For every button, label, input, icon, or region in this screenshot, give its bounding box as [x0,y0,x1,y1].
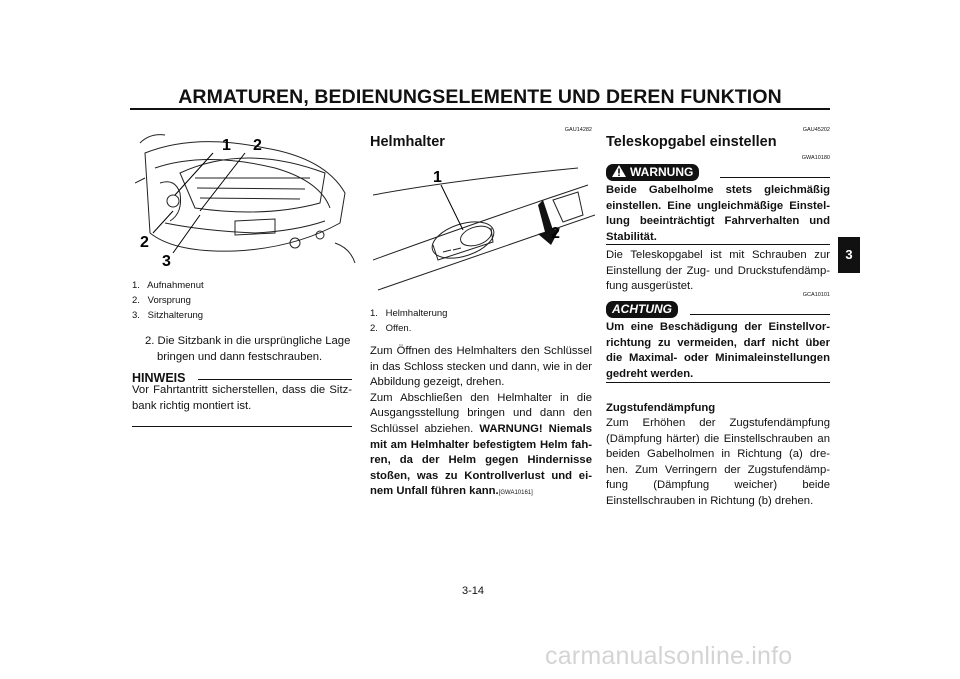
section-title-teleskopgabel: Teleskopgabel einstellen [606,134,777,150]
caution-heading [606,300,830,318]
note-rule [132,426,352,427]
inline-warning: WARNUNG! Niemals mit am Helmhalter befestigtem Helm fah-ren, da der Helm gegen Hindernisse stoßen, was zu Kontrollverlust und ei-nem Unfall führen kann. [370,422,592,498]
warning-rule [606,244,830,245]
subsection-title: Zugstufendämpfung [606,402,716,414]
chapter-tab: 3 [838,237,860,273]
caption-item: 1. Aufnahmenut [132,280,204,291]
seat-installation-illustration [135,123,357,273]
warning-triangle-icon [612,165,626,177]
caption-item: 2. Vorsprung [132,295,191,306]
paragraph-open: Zum Öffnen des Helmhalters den Schlüssel in das Schloss stecken und dann, wie in der Abbildung gezeigt, drehen. [370,345,592,389]
warning-code: [GWA10161] [498,490,533,497]
section-title-helmhalter: Helmhalter [370,134,445,150]
caption-item: 2. Offen. [370,323,412,334]
paragraph-close: Zum Abschließen den Helmhalter in die Ausgangsstellung bringen und dann den Schlüssel abziehen. WARNUNG! Niemals mit am Helmhalter befestigtem Helm fah-ren, da der Helm gegen Hindernisse stoßen, was zu Kontrollverlust und ei-nem Unfall führen kann.[GWA10161] [370,391,592,498]
figure-captions [132,278,352,323]
warning-heading [606,163,830,181]
page-number: 3-14 [462,585,485,597]
warning-text: Beide Gabelholme stets gleichmäßig einstellen. Eine ungleichmäßige Einstel-lung beeinträchtigt Fahrverhalten und Stabilität. [606,184,830,243]
caution-text: Um eine Beschädigung der Einstellvor-richtung zu vermeiden, darf nicht über die Maximal- oder Minimaleinstellungen gedreht werden. [606,321,830,380]
note-title: HINWEIS [132,371,186,385]
callout-1: 1 [222,137,231,154]
watermark: carmanualsonline.info [545,642,793,670]
warning-code: GWA10180 [801,155,830,161]
figure-captions [370,306,592,336]
warning-badge: WARNUNG [606,164,699,181]
subsection-text: Zum Erhöhen der Zugstufendämpfung (Dämpfung härter) die Einstellschrauben an beiden Gabelholmen in Richtung (a) dre-hen. Zum Verringern der Zugstufendämp-fung (Dämpfung weicher) beide Einstellschrauben in Richtung (b) drehen. [606,417,830,507]
section-code: GAU14282 [564,127,592,133]
callout-3: 3 [162,253,171,270]
page-header-title: ARMATUREN, BEDIENUNGSELEMENTE UND DEREN FUNKTION [178,86,782,108]
helmet-holder-instructions [370,344,592,502]
step-text: 2. Die Sitzbank in die ursprüngliche Lage bringen und dann festschrauben. [145,335,351,363]
caption-item: 3. Sitzhalterung [132,310,204,321]
caution-rule [606,382,830,383]
callout-1: 1 [433,169,442,186]
caution-code: GCA10101 [802,292,830,298]
section-code: GAU45202 [802,127,830,133]
note-text: Vor Fahrtantritt sicherstellen, dass die Sitz-bank richtig montiert ist. [132,384,352,412]
fork-intro: Die Teleskopgabel ist mit Schrauben zur Einstellung der Zug- und Druckstufendämp-fung ausgerüstet. [606,249,830,293]
caption-item: 1. Helmhalterung [370,308,448,319]
callout-2: 2 [551,225,560,242]
callout-2: 2 [253,137,262,154]
helmet-holder-illustration [373,160,595,300]
callout-2b: 2 [140,234,149,251]
caution-badge: ACHTUNG [606,301,678,318]
header-rule [130,108,830,110]
